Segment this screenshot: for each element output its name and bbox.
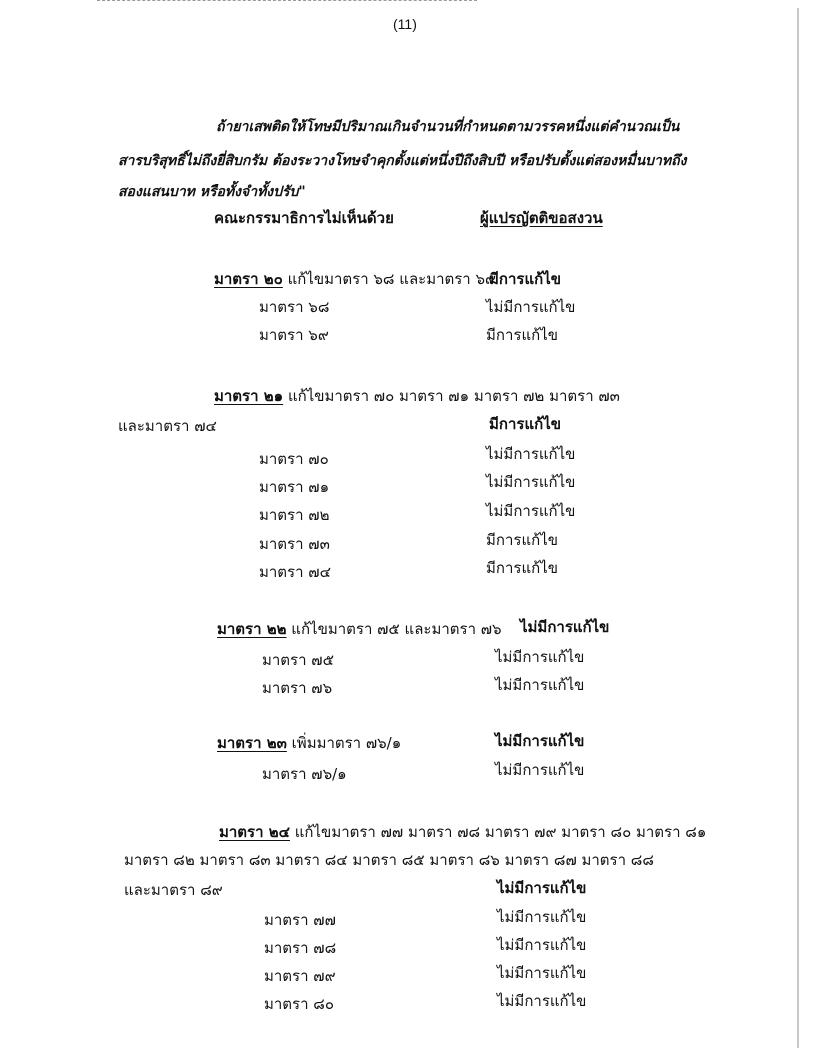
section-76-1-label: มาตรา ๗๖/๑ [262,765,347,783]
section-71-label: มาตรา ๗๑ [259,478,330,496]
section-78-status: ไม่มีการแก้ไข [497,936,587,954]
section-69-status: มีการแก้ไข [486,326,558,344]
section-77-label: มาตรา ๗๗ [264,911,336,929]
section-24-number: มาตรา ๒๔ [219,823,290,841]
intro-line-2: สารบริสุทธิ์ไม่ถึงยี่สิบกรัม ต้องระวางโทษจำคุกตั้งแต่หนึ่งปีถึงสิบปี หรือปรับตั้งแต่สองหมื่นบาทถึง [118,153,687,169]
section-23-status: ไม่มีการแก้ไข [495,732,585,750]
section-68-label: มาตรา ๖๘ [259,298,330,316]
section-20-number: มาตรา ๒๐ [214,270,283,288]
scan-artifact-line [97,0,477,2]
section-73-status: มีการแก้ไข [486,531,558,549]
section-75-label: มาตรา ๗๕ [262,651,334,669]
section-21-number: มาตรา ๒๑ [214,387,284,405]
column-heading-amendment-reserved: ผู้แปรญัตติขอสงวน [480,209,603,227]
section-20-status: มีการแก้ไข [489,270,561,288]
section-73-label: มาตรา ๗๓ [259,535,330,553]
section-74-label: มาตรา ๗๔ [259,563,331,581]
section-24-continuation-1: มาตรา ๘๒ มาตรา ๘๓ มาตรา ๘๔ มาตรา ๘๕ มาตรา ๘๖ มาตรา ๘๗ มาตรา ๘๘ [124,851,654,869]
section-76-1-status: ไม่มีการแก้ไข [495,761,585,779]
section-23-heading [217,733,401,753]
section-21-heading [214,386,620,406]
section-24-description: แก้ไขมาตรา ๗๗ มาตรา ๗๘ มาตรา ๗๙ มาตรา ๘๐ มาตรา ๘๑ [290,823,707,841]
intro-line-1: ถ้ายาเสพติดให้โทษมีปริมาณเกินจำนวนที่กำหนดตามวรรคหนึ่งแต่คำนวณเป็น [216,119,680,135]
section-24-heading [219,822,706,842]
section-21-status: มีการแก้ไข [489,415,561,433]
page-number: (11) [393,16,417,32]
section-80-status: ไม่มีการแก้ไข [497,992,587,1010]
section-79-status: ไม่มีการแก้ไข [497,964,587,982]
section-24-status: ไม่มีการแก้ไข [497,879,587,897]
section-78-label: มาตรา ๗๘ [264,939,337,957]
section-71-status: ไม่มีการแก้ไข [486,473,576,491]
section-75-status: ไม่มีการแก้ไข [495,648,585,666]
section-24-continuation-2: และมาตรา ๘๙ [124,881,223,899]
section-69-label: มาตรา ๖๙ [259,326,329,344]
section-23-description: เพิ่มมาตรา ๗๖/๑ [286,734,402,752]
section-72-status: ไม่มีการแก้ไข [486,502,576,520]
section-22-description: แก้ไขมาตรา ๗๕ และมาตรา ๗๖ [286,620,502,638]
section-20-description: แก้ไขมาตรา ๖๘ และมาตรา ๖๙ [282,270,496,288]
section-23-number: มาตรา ๒๓ [217,734,287,752]
section-76-status: ไม่มีการแก้ไข [495,676,585,694]
section-22-status: ไม่มีการแก้ไข [520,618,610,636]
intro-line-3: สองแสนบาท หรือทั้งจำทั้งปรับ" [118,184,306,200]
section-77-status: ไม่มีการแก้ไข [497,908,587,926]
section-74-status: มีการแก้ไข [486,559,558,577]
section-70-label: มาตรา ๗๐ [259,450,329,468]
scan-edge-line [797,8,799,1048]
section-21-description: แก้ไขมาตรา ๗๐ มาตรา ๗๑ มาตรา ๗๒ มาตรา ๗๓ [283,387,620,405]
column-heading-committee-disagrees: คณะกรรมาธิการไม่เห็นด้วย [214,209,394,227]
section-20-heading [214,269,496,289]
section-80-label: มาตรา ๘๐ [264,995,335,1013]
section-76-label: มาตรา ๗๖ [262,679,333,697]
section-72-label: มาตรา ๗๒ [259,506,330,524]
section-22-heading [217,619,502,639]
section-21-continuation: และมาตรา ๗๔ [118,417,217,435]
section-68-status: ไม่มีการแก้ไข [486,298,576,316]
section-79-label: มาตรา ๗๙ [264,967,336,985]
section-70-status: ไม่มีการแก้ไข [486,445,576,463]
section-22-number: มาตรา ๒๒ [217,620,287,638]
